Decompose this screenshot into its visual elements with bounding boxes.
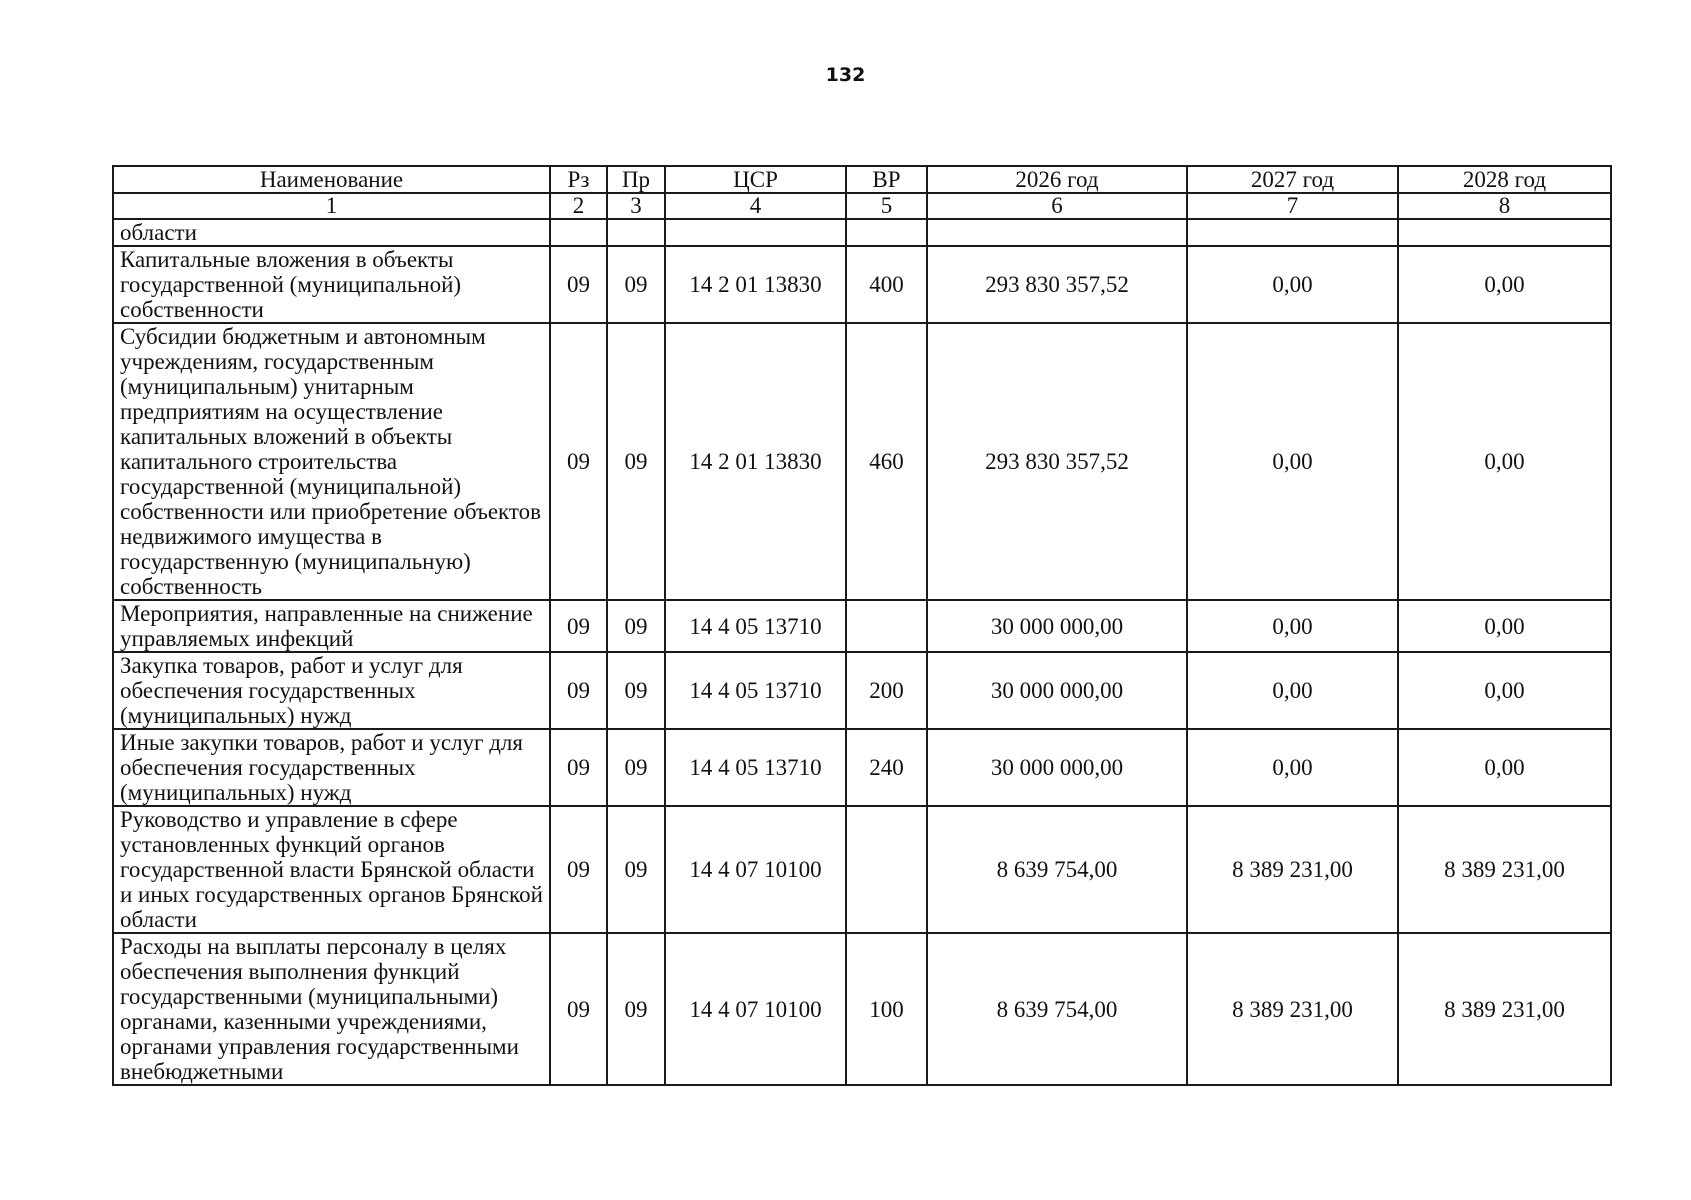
row-2027	[1187, 219, 1398, 246]
row-2026: 8 639 754,00	[927, 933, 1187, 1085]
header-rz: Рз	[550, 166, 607, 193]
column-number: 3	[607, 193, 665, 219]
row-2027: 0,00	[1187, 246, 1398, 323]
row-2027: 0,00	[1187, 600, 1398, 652]
row-pr: 09	[607, 652, 665, 729]
table-row	[113, 246, 1611, 323]
column-number: 4	[665, 193, 846, 219]
row-rz	[550, 219, 607, 246]
table-row	[113, 323, 1611, 600]
row-name: Мероприятия, направленные на снижение управляемых инфекций	[113, 600, 550, 652]
row-pr: 09	[607, 323, 665, 600]
column-number-row	[113, 193, 1611, 219]
row-pr: 09	[607, 246, 665, 323]
row-2028: 0,00	[1398, 652, 1611, 729]
header-2027: 2027 год	[1187, 166, 1398, 193]
table-row	[113, 806, 1611, 933]
row-csr: 14 4 05 13710	[665, 652, 846, 729]
column-number: 8	[1398, 193, 1611, 219]
row-rz: 09	[550, 323, 607, 600]
header-pr: Пр	[607, 166, 665, 193]
row-csr: 14 2 01 13830	[665, 323, 846, 600]
header-2028: 2028 год	[1398, 166, 1611, 193]
table-row	[113, 600, 1611, 652]
row-2027: 0,00	[1187, 729, 1398, 806]
row-2028: 0,00	[1398, 729, 1611, 806]
column-number: 2	[550, 193, 607, 219]
header-name: Наименование	[113, 166, 550, 193]
row-2028: 0,00	[1398, 323, 1611, 600]
row-name: области	[113, 219, 550, 246]
row-name: Руководство и управление в сфере установленных функций органов государственной власти Брянской области и иных государственных органов Брянской области	[113, 806, 550, 933]
row-2026: 30 000 000,00	[927, 652, 1187, 729]
row-2026: 293 830 357,52	[927, 323, 1187, 600]
row-2028	[1398, 219, 1611, 246]
row-name: Иные закупки товаров, работ и услуг для обеспечения государственных (муниципальных) нужд	[113, 729, 550, 806]
budget-table	[112, 165, 1612, 1086]
row-rz: 09	[550, 600, 607, 652]
column-number: 5	[846, 193, 927, 219]
row-pr: 09	[607, 600, 665, 652]
row-rz: 09	[550, 246, 607, 323]
row-name: Расходы на выплаты персоналу в целях обеспечения выполнения функций государственными (муниципальными) органами, казенными учреждениями, органами управления государственными внебюджетными	[113, 933, 550, 1085]
row-2028: 8 389 231,00	[1398, 806, 1611, 933]
row-vr: 240	[846, 729, 927, 806]
row-2028: 8 389 231,00	[1398, 933, 1611, 1085]
column-number: 6	[927, 193, 1187, 219]
row-csr: 14 2 01 13830	[665, 246, 846, 323]
row-2027: 0,00	[1187, 652, 1398, 729]
row-2026: 8 639 754,00	[927, 806, 1187, 933]
row-vr: 400	[846, 246, 927, 323]
row-rz: 09	[550, 652, 607, 729]
row-csr: 14 4 07 10100	[665, 806, 846, 933]
row-2027: 0,00	[1187, 323, 1398, 600]
row-rz: 09	[550, 729, 607, 806]
row-rz: 09	[550, 933, 607, 1085]
column-number: 7	[1187, 193, 1398, 219]
row-vr: 460	[846, 323, 927, 600]
row-2027: 8 389 231,00	[1187, 806, 1398, 933]
column-number: 1	[113, 193, 550, 219]
row-name: Капитальные вложения в объекты государственной (муниципальной) собственности	[113, 246, 550, 323]
page-number: 132	[825, 64, 866, 86]
table-row	[113, 219, 1611, 246]
table-row	[113, 729, 1611, 806]
header-vr: ВР	[846, 166, 927, 193]
row-pr: 09	[607, 729, 665, 806]
row-csr: 14 4 07 10100	[665, 933, 846, 1085]
row-vr	[846, 806, 927, 933]
row-pr	[607, 219, 665, 246]
row-2026: 30 000 000,00	[927, 729, 1187, 806]
row-2026: 293 830 357,52	[927, 246, 1187, 323]
row-csr: 14 4 05 13710	[665, 729, 846, 806]
row-vr: 200	[846, 652, 927, 729]
row-name: Закупка товаров, работ и услуг для обеспечения государственных (муниципальных) нужд	[113, 652, 550, 729]
row-2028: 0,00	[1398, 600, 1611, 652]
row-vr	[846, 219, 927, 246]
row-rz: 09	[550, 806, 607, 933]
header-csr: ЦСР	[665, 166, 846, 193]
row-csr: 14 4 05 13710	[665, 600, 846, 652]
row-2027: 8 389 231,00	[1187, 933, 1398, 1085]
row-pr: 09	[607, 933, 665, 1085]
row-2026: 30 000 000,00	[927, 600, 1187, 652]
row-vr: 100	[846, 933, 927, 1085]
row-2028: 0,00	[1398, 246, 1611, 323]
row-vr	[846, 600, 927, 652]
row-2026	[927, 219, 1187, 246]
header-row	[113, 166, 1611, 193]
row-csr	[665, 219, 846, 246]
table-row	[113, 652, 1611, 729]
header-2026: 2026 год	[927, 166, 1187, 193]
row-name: Субсидии бюджетным и автономным учреждениям, государственным (муниципальным) унитарным предприятиям на осуществление капитальных вложений в объекты капитального строительства государственной (муниципальной) собственности или приобретение объектов недвижимого имущества в государственную (муниципальную) собственность	[113, 323, 550, 600]
row-pr: 09	[607, 806, 665, 933]
table-row	[113, 933, 1611, 1085]
